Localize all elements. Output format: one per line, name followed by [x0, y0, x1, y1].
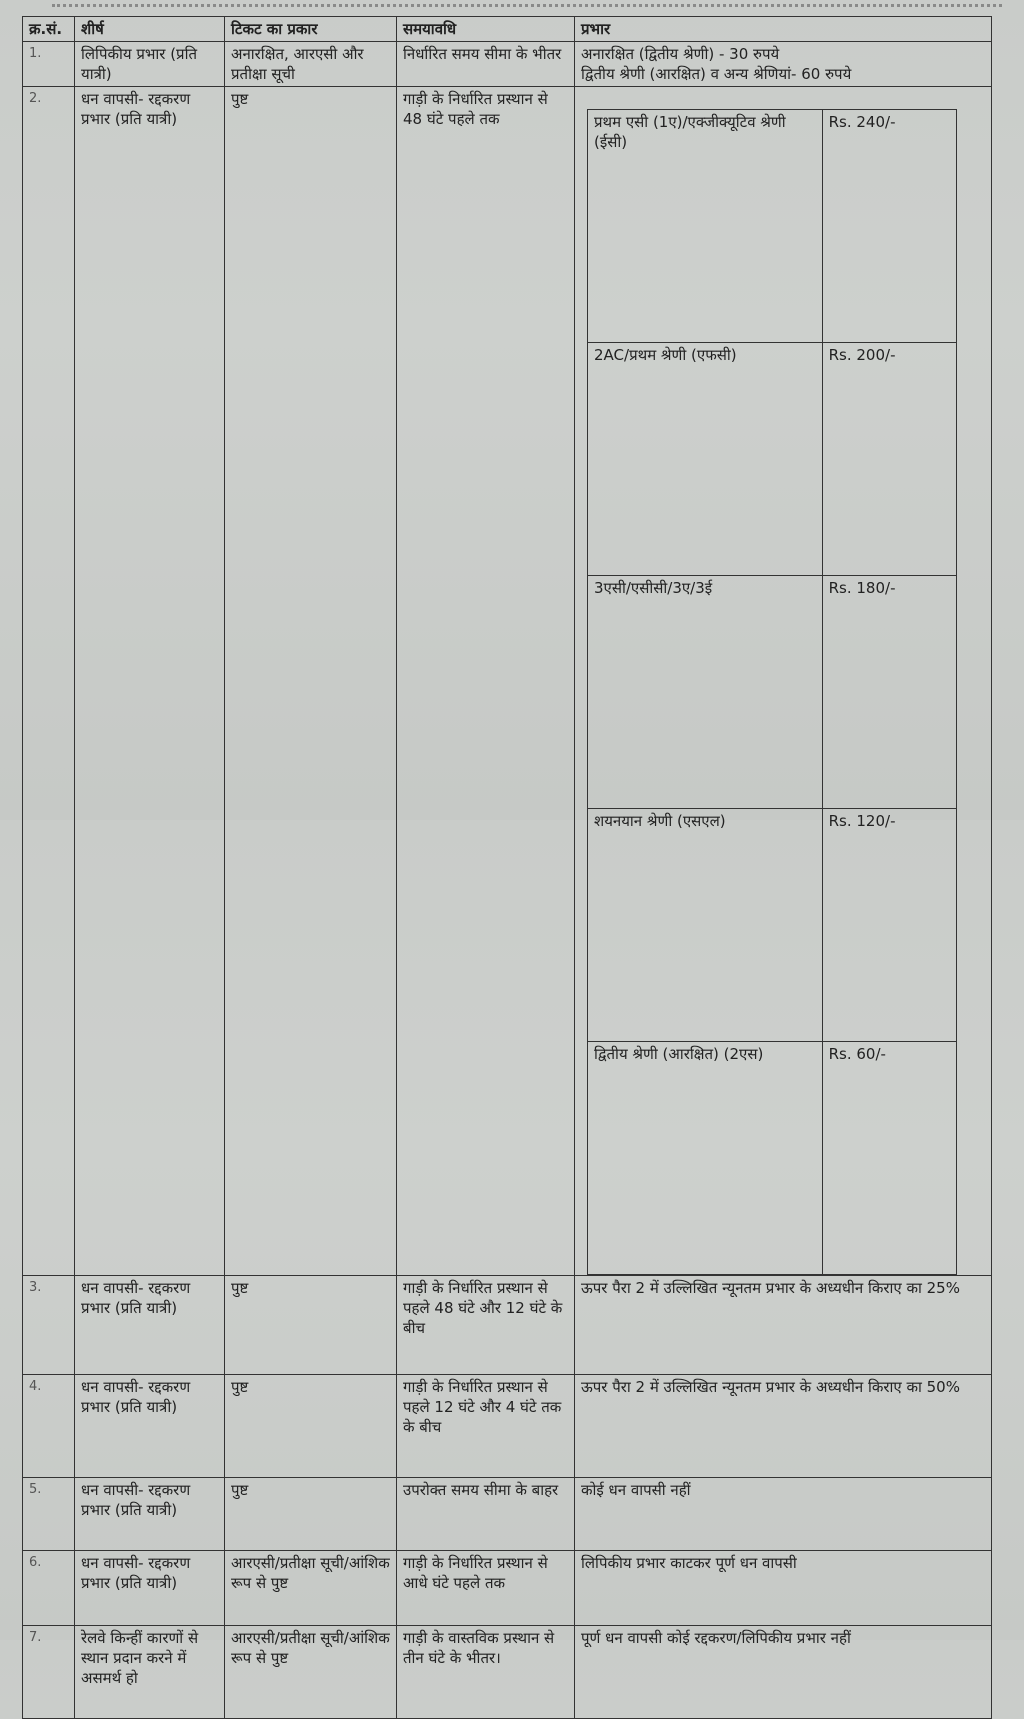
row-num: 5. [23, 1478, 75, 1551]
row-time-limit: उपरोक्त समय सीमा के बाहर [397, 1478, 575, 1551]
header-time-limit: समयावधि [397, 17, 575, 42]
row-charge [575, 42, 992, 87]
row-charge: लिपिकीय प्रभार काटकर पूर्ण धन वापसी [575, 1551, 992, 1626]
table-row [23, 42, 992, 87]
row-title: रेलवे किन्हीं कारणों से स्थान प्रदान करने में असमर्थ हो [75, 1626, 225, 1719]
row-charge [575, 87, 992, 1276]
row-ticket-type: आरएसी/प्रतीक्षा सूची/आंशिक रूप से पुष्ट [225, 1551, 397, 1626]
class-fee: Rs. 60/- [822, 1042, 956, 1275]
row-ticket-type: आरएसी/प्रतीक्षा सूची/आंशिक रूप से पुष्ट [225, 1626, 397, 1719]
table-row [23, 1276, 992, 1375]
row-title: धन वापसी- रद्दकरण प्रभार (प्रति यात्री) [75, 1478, 225, 1551]
row-ticket-type: पुष्ट [225, 87, 397, 1276]
class-fee-row [588, 110, 957, 343]
charge-line: द्वितीय श्रेणी (आरक्षित) व अन्य श्रेणियां- 60 रुपये [581, 65, 852, 83]
row-time-limit: गाड़ी के निर्धारित प्रस्थान से पहले 12 घंटे और 4 घंटे तक के बीच [397, 1375, 575, 1478]
header-title: शीर्ष [75, 17, 225, 42]
table-row [23, 1551, 992, 1626]
row-title: धन वापसी- रद्दकरण प्रभार (प्रति यात्री) [75, 1276, 225, 1375]
class-name: शयनयान श्रेणी (एसएल) [588, 809, 823, 1042]
class-fee-row [588, 1042, 957, 1275]
row-num: 4. [23, 1375, 75, 1478]
row-title: धन वापसी- रद्दकरण प्रभार (प्रति यात्री) [75, 1551, 225, 1626]
row-time-limit: गाड़ी के निर्धारित प्रस्थान से आधे घंटे पहले तक [397, 1551, 575, 1626]
row-ticket-type: पुष्ट [225, 1276, 397, 1375]
charge-line: अनारक्षित (द्वितीय श्रेणी) - 30 रुपये [581, 45, 780, 63]
row-title: धन वापसी- रद्दकरण प्रभार (प्रति यात्री) [75, 1375, 225, 1478]
class-name: 2AC/प्रथम श्रेणी (एफसी) [588, 343, 823, 576]
row-charge: ऊपर पैरा 2 में उल्लिखित न्यूनतम प्रभार के अध्यधीन किराए का 25% [575, 1276, 992, 1375]
row-num: 7. [23, 1626, 75, 1719]
class-fee-row [588, 809, 957, 1042]
row-num: 2. [23, 87, 75, 1276]
class-fee: Rs. 240/- [822, 110, 956, 343]
row-time-limit: गाड़ी के वास्तविक प्रस्थान से तीन घंटे के भीतर। [397, 1626, 575, 1719]
class-fee-row [588, 343, 957, 576]
row-title: लिपिकीय प्रभार (प्रति यात्री) [75, 42, 225, 87]
row-num: 1. [23, 42, 75, 87]
refund-charges-table [22, 16, 992, 1719]
header-num: क्र.सं. [23, 17, 75, 42]
row-num: 3. [23, 1276, 75, 1375]
table-row [23, 87, 992, 1276]
class-name: 3एसी/एसीसी/3ए/3ई [588, 576, 823, 809]
table-row [23, 1375, 992, 1478]
row-time-limit: निर्धारित समय सीमा के भीतर [397, 42, 575, 87]
class-fee: Rs. 200/- [822, 343, 956, 576]
header-ticket-type: टिकट का प्रकार [225, 17, 397, 42]
class-fee: Rs. 180/- [822, 576, 956, 809]
table-row [23, 1478, 992, 1551]
cut-off-text-line [52, 4, 1002, 21]
row-ticket-type: अनारक्षित, आरएसी और प्रतीक्षा सूची [225, 42, 397, 87]
row-num: 6. [23, 1551, 75, 1626]
row-title: धन वापसी- रद्दकरण प्रभार (प्रति यात्री) [75, 87, 225, 1276]
class-name: प्रथम एसी (1ए)/एक्जीक्यूटिव श्रेणी (ईसी) [588, 110, 823, 343]
row-charge: ऊपर पैरा 2 में उल्लिखित न्यूनतम प्रभार के अध्यधीन किराए का 50% [575, 1375, 992, 1478]
row-time-limit: गाड़ी के निर्धारित प्रस्थान से 48 घंटे पहले तक [397, 87, 575, 1276]
header-charge: प्रभार [575, 17, 992, 42]
class-fee-table [587, 109, 957, 1275]
class-fee: Rs. 120/- [822, 809, 956, 1042]
row-ticket-type: पुष्ट [225, 1478, 397, 1551]
class-name: द्वितीय श्रेणी (आरक्षित) (2एस) [588, 1042, 823, 1275]
table-row [23, 1626, 992, 1719]
row-charge: पूर्ण धन वापसी कोई रद्दकरण/लिपिकीय प्रभार नहीं [575, 1626, 992, 1719]
row-ticket-type: पुष्ट [225, 1375, 397, 1478]
row-charge: कोई धन वापसी नहीं [575, 1478, 992, 1551]
class-fee-row [588, 576, 957, 809]
row-time-limit: गाड़ी के निर्धारित प्रस्थान से पहले 48 घंटे और 12 घंटे के बीच [397, 1276, 575, 1375]
document-page [22, 16, 992, 1687]
